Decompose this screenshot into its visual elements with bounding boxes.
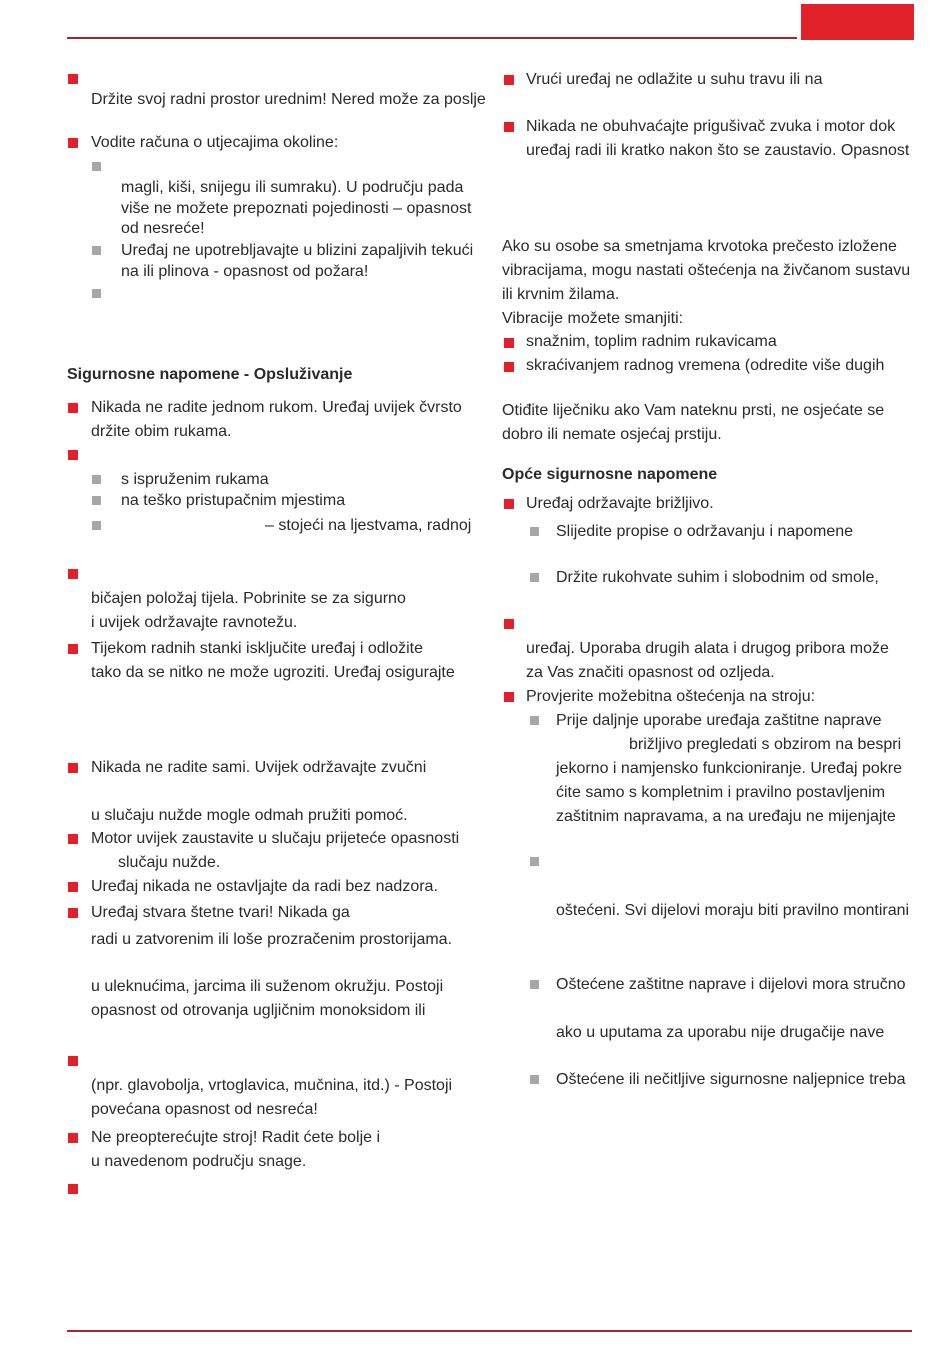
red-bullet-icon (68, 450, 78, 460)
text-line: skraćivanjem radnog vremena (odredite više dugih (526, 357, 885, 374)
red-bullet-icon (504, 619, 514, 629)
text-line: ćite samo s kompletnim i pravilno postavljenim (556, 784, 886, 801)
text-line: u uleknućima, jarcima ili suženom okružju. Postoji (91, 978, 444, 995)
text-line: Otiđite liječniku ako Vam nateknu prsti, ne osjećate se (502, 402, 885, 419)
text-line: snažnim, toplim radnim rukavicama (526, 333, 777, 350)
text-line: bičajen položaj tijela. Pobrinite se za sigurno (91, 590, 406, 607)
text-line: Nikada ne radite jednom rukom. Uređaj uvijek čvrsto (91, 399, 462, 416)
text-line: Uređaj ne upotrebljavajte u blizini zapaljivih tekući (121, 242, 474, 259)
text-line: Motor uvijek zaustavite u slučaju prijeteće opasnosti (91, 830, 460, 847)
red-bullet-icon (68, 403, 78, 413)
text-line: više ne možete prepoznati pojedinosti – opasnost (121, 200, 472, 217)
gray-sub-bullet-icon (92, 246, 101, 255)
text-line: Oštećene ili nečitljive sigurnosne naljepnice treba (556, 1071, 906, 1088)
text-line: Ne preopterećujte stroj! Radit ćete bolje i (91, 1129, 381, 1146)
section-heading: Opće sigurnosne napomene (502, 466, 718, 483)
text-line: Vodite računa o utjecajima okoline: (91, 134, 339, 151)
text-line: oštećeni. Svi dijelovi moraju biti pravilno montirani (556, 902, 910, 919)
red-bullet-icon (68, 882, 78, 892)
gray-sub-bullet-icon (92, 496, 101, 505)
text-line: na teško pristupačnim mjestima (121, 492, 346, 509)
text-line: od nesreće! (121, 220, 205, 237)
red-bullet-icon (504, 338, 514, 348)
red-bullet-icon (504, 362, 514, 372)
red-bullet-icon (68, 1056, 78, 1066)
text-line: vibracijama, mogu nastati oštećenja na živčanom sustavu (502, 262, 911, 279)
text-line: Nikada ne radite sami. Uvijek održavajte zvučni (91, 759, 427, 776)
text-line: Nikada ne obuhvaćajte prigušivač zvuka i motor dok (526, 118, 896, 135)
red-bullet-icon (68, 74, 78, 84)
gray-sub-bullet-icon (92, 289, 101, 298)
text-line: Uređaj stvara štetne tvari! Nikada ga (91, 904, 350, 921)
gray-sub-bullet-icon (92, 162, 101, 171)
text-line: s ispruženim rukama (121, 471, 269, 488)
gray-sub-bullet-icon (530, 980, 539, 989)
text-line: magli, kiši, snijegu ili sumraku). U području pada (121, 179, 464, 196)
text-line: radi u zatvorenim ili loše prozračenim prostorijama. (91, 931, 453, 948)
text-line: na ili plinova - opasnost od požara! (121, 263, 369, 280)
red-bullet-icon (504, 499, 514, 509)
text-line: u navedenom području snage. (91, 1153, 307, 1170)
text-line: Tijekom radnih stanki isključite uređaj i odložite (91, 640, 423, 657)
text-line: Uređaj održavajte brižljivo. (526, 495, 714, 512)
gray-sub-bullet-icon (530, 527, 539, 536)
gray-sub-bullet-icon (530, 573, 539, 582)
red-bullet-icon (68, 1184, 78, 1194)
text-line: dobro ili nemate osjećaj prstiju. (502, 426, 722, 443)
red-bullet-icon (68, 569, 78, 579)
text-line: tako da se nitko ne može ugroziti. Uređaj osigurajte (91, 664, 455, 681)
text-line: jekorno i namjensko funkcioniranje. Uređaj pokre (556, 760, 902, 777)
text-line: Provjerite možebitna oštećenja na stroju: (526, 688, 816, 705)
gray-sub-bullet-icon (530, 716, 539, 725)
text-line: brižljivo pregledati s obzirom na bespri (629, 736, 902, 753)
text-line: za Vas značiti opasnost od ozljeda. (526, 664, 775, 681)
gray-sub-bullet-icon (530, 857, 539, 866)
red-bullet-icon (68, 644, 78, 654)
text-line: Oštećene zaštitne naprave i dijelovi mora stručno (556, 976, 906, 993)
text-line: Vrući uređaj ne odlažite u suhu travu ili na (526, 71, 823, 88)
red-bullet-icon (68, 834, 78, 844)
text-line: ako u uputama za uporabu nije drugačije nave (556, 1024, 885, 1041)
gray-sub-bullet-icon (92, 521, 101, 530)
text-line: Vibracije možete smanjiti: (502, 310, 684, 327)
gray-sub-bullet-icon (92, 475, 101, 484)
red-bullet-icon (504, 692, 514, 702)
red-bullet-icon (504, 122, 514, 132)
text-line: opasnost od otrovanja ugljičnim monoksidom ili (91, 1002, 426, 1019)
header-page-tab (801, 4, 914, 40)
text-line: Ako su osobe sa smetnjama krvotoka prečesto izložene (502, 238, 897, 255)
text-line: Uređaj nikada ne ostavljajte da radi bez nadzora. (91, 878, 438, 895)
text-line: Držite svoj radni prostor urednim! Nered može za poslje (91, 91, 486, 108)
text-line: i uvijek održavajte ravnotežu. (91, 614, 298, 631)
red-bullet-icon (68, 1133, 78, 1143)
header-rule (67, 37, 797, 39)
footer-rule (67, 1330, 912, 1332)
text-line: ili krvnim žilama. (502, 286, 620, 303)
red-bullet-icon (504, 75, 514, 85)
text-line: povećana opasnost od nesreća! (91, 1101, 318, 1118)
red-bullet-icon (68, 763, 78, 773)
text-line: slučaju nužde. (118, 854, 221, 871)
text-line: u slučaju nužde mogle odmah pružiti pomoć. (91, 807, 408, 824)
text-line: Držite rukohvate suhim i slobodnim od smole, (556, 569, 879, 586)
red-bullet-icon (68, 908, 78, 918)
text-line: (npr. glavobolja, vrtoglavica, mučnina, itd.) - Postoji (91, 1077, 453, 1094)
text-line: držite obim rukama. (91, 423, 232, 440)
text-line: zaštitnim napravama, a na uređaju ne mijenjajte (556, 808, 896, 825)
text-line: Slijedite propise o održavanju i napomene (556, 523, 854, 540)
gray-sub-bullet-icon (530, 1075, 539, 1084)
red-bullet-icon (68, 138, 78, 148)
text-line: – stojeći na ljestvama, radnoj (265, 517, 472, 534)
section-heading: Sigurnosne napomene - Opsluživanje (67, 366, 353, 383)
text-line: uređaj radi ili kratko nakon što se zaustavio. Opasnost (526, 142, 910, 159)
text-line: Prije daljnje uporabe uređaja zaštitne naprave (556, 712, 882, 729)
text-line: uređaj. Uporaba drugih alata i drugog pribora može (526, 640, 889, 657)
